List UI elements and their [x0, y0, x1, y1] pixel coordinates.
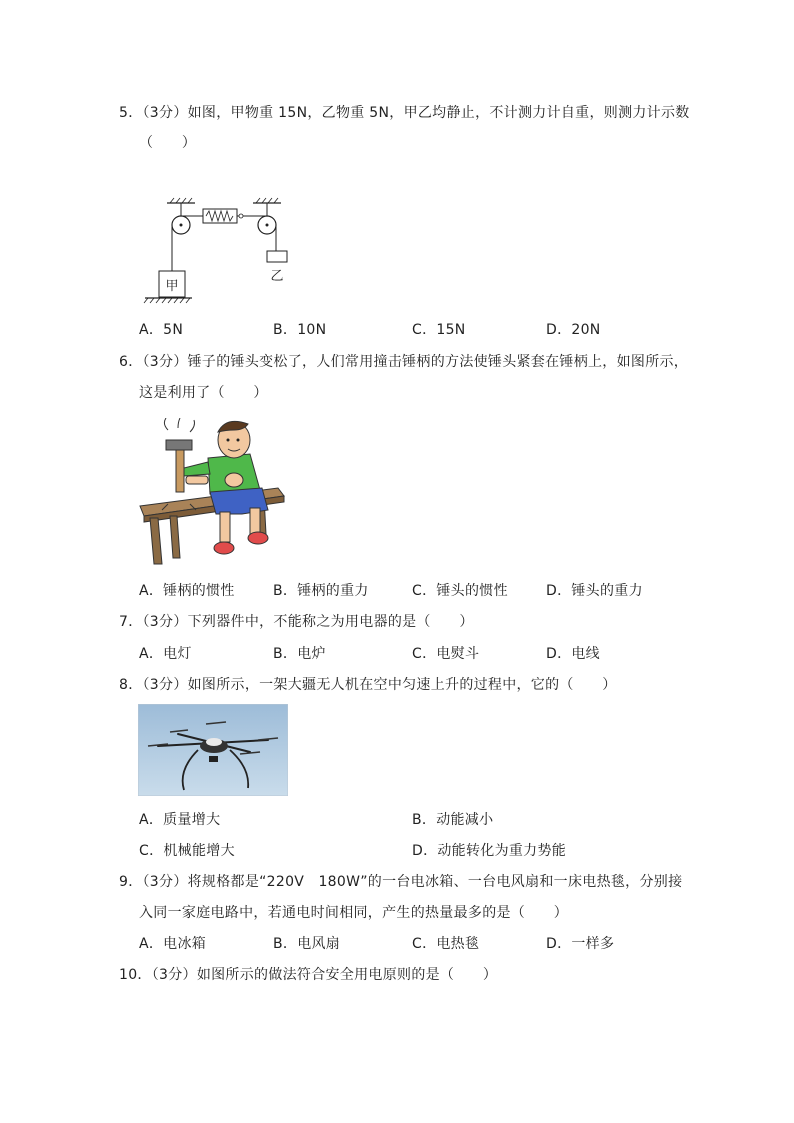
q6-option-c[interactable]: C．锤头的惯性 [412, 583, 508, 599]
q5-stem: 5．（3分）如图，甲物重 15N，乙物重 5N，甲乙均静止，不计测力计自重，则测力计示数 [119, 105, 690, 121]
q8-option-c[interactable]: C．机械能增大 [139, 843, 235, 859]
q5-option-b[interactable]: B．10N [273, 322, 327, 338]
q9-option-c[interactable]: C．电热毯 [412, 936, 480, 952]
jia-label: 甲 [165, 279, 179, 294]
q8-option-d[interactable]: D．动能转化为重力势能 [412, 843, 567, 859]
drone-photo [138, 704, 288, 796]
q6-option-b[interactable]: B．锤柄的重力 [273, 583, 369, 599]
q9-option-b[interactable]: B．电风扇 [273, 936, 341, 952]
q9-stem-cont: 入同一家庭电路中，若通电时间相同，产生的热量最多的是（ ） [139, 905, 568, 921]
q7-option-a[interactable]: A．电灯 [139, 646, 192, 662]
q6-stem: 6．（3分）锤子的锤头变松了，人们常用撞击锤柄的方法使锤头紧套在锤柄上，如图所示， [119, 354, 689, 370]
yi-label: 乙 [270, 269, 284, 284]
q7-stem: 7．（3分）下列器件中，不能称之为用电器的是（ ） [119, 614, 474, 630]
q10-stem: 10．（3分）如图所示的做法符合安全用电原则的是（ ） [119, 967, 498, 983]
q7-option-d[interactable]: D．电线 [546, 646, 600, 662]
q8-option-a[interactable]: A．质量增大 [139, 812, 221, 828]
hammer-boy-illustration [138, 418, 286, 566]
q5-option-c[interactable]: C．15N [412, 322, 466, 338]
q9-option-d[interactable]: D．一样多 [546, 936, 615, 952]
q7-option-b[interactable]: B．电炉 [273, 646, 326, 662]
q7-option-c[interactable]: C．电熨斗 [412, 646, 480, 662]
q9-option-a[interactable]: A．电冰箱 [139, 936, 207, 952]
pulley-diagram [140, 195, 300, 310]
q8-option-b[interactable]: B．动能减小 [412, 812, 494, 828]
q6-option-a[interactable]: A．锤柄的惯性 [139, 583, 235, 599]
q6-stem-cont: 这是利用了（ ） [139, 385, 268, 401]
q8-stem: 8．（3分）如图所示，一架大疆无人机在空中匀速上升的过程中，它的（ ） [119, 677, 617, 693]
q9-stem: 9．（3分）将规格都是“220V 180W”的一台电冰箱、一台电风扇和一床电热毯，分别接 [119, 874, 683, 890]
q5-option-d[interactable]: D．20N [546, 322, 601, 338]
q6-option-d[interactable]: D．锤头的重力 [546, 583, 643, 599]
q5-option-a[interactable]: A．5N [139, 322, 184, 338]
q5-stem-cont: （ ） [139, 135, 197, 151]
